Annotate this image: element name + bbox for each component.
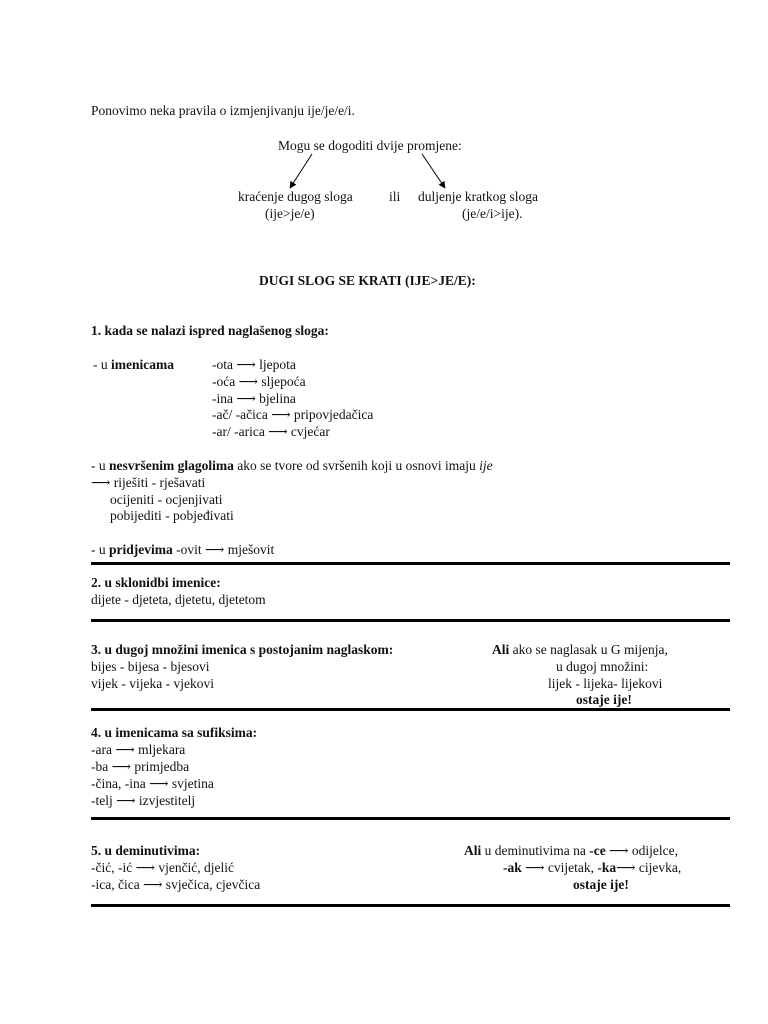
s2-heading: 2. u sklonidbi imenice:	[91, 575, 221, 590]
s1-noun-row: -ač/ -ačica ⟶ pripovjedačica	[212, 407, 374, 422]
s3-ali-line1	[492, 641, 668, 658]
s1-verb-row: ocijeniti - ocjenjivati	[110, 492, 223, 507]
s1-nouns-prefix: - u	[93, 357, 111, 372]
s1-verbs-prefix: - u	[91, 458, 109, 473]
s1-noun-row: -ar/ -arica ⟶ cvjećar	[212, 424, 330, 439]
divider	[91, 619, 730, 622]
s3-ali-line4: ostaje ije!	[576, 692, 632, 707]
s4-line: -telj ⟶ izvjestitelj	[91, 793, 196, 808]
s5-ali-ak: -ak	[503, 860, 522, 875]
s3-ali-line3: lijek - lijeka- lijekovi	[548, 676, 663, 691]
diagram-top: Mogu se dogoditi dvije promjene:	[278, 138, 462, 153]
divider	[91, 904, 730, 907]
left-arrow-icon	[290, 154, 312, 188]
s5-ali-ka-text: ⟶ cijevka,	[616, 860, 682, 875]
s2-line: dijete - djeteta, djetetu, djetetom	[91, 592, 266, 607]
s3-line: vijek - vijeka - vjekovi	[91, 676, 214, 691]
diagram-right-sub: (je/e/i>ije).	[462, 206, 523, 221]
right-arrow-icon	[422, 154, 445, 188]
s3-ali-bold: Ali	[492, 642, 510, 657]
s5-ali-ka: -ka	[597, 860, 617, 875]
s5-ali-end: ostaje ije!	[573, 877, 629, 892]
s1-nouns-label	[93, 356, 174, 373]
diagram-right: duljenje kratkog sloga	[418, 189, 538, 204]
s3-heading: 3. u dugoj množini imenica s postojanim naglaskom:	[91, 642, 394, 657]
main-title: DUGI SLOG SE KRATI (IJE>JE/E):	[259, 273, 476, 288]
s1-adj-bold: pridjevima	[109, 542, 173, 557]
intro-text: Ponovimo neka pravila o izmjenjivanju ije/je/e/i.	[91, 103, 355, 118]
divider	[91, 708, 730, 711]
s5-ali-ce: -ce	[589, 843, 606, 858]
s1-nouns-bold: imenicama	[111, 357, 174, 372]
s4-line: -čina, -ina ⟶ svjetina	[91, 776, 214, 791]
s5-ali-text: u deminutivima na	[481, 843, 590, 858]
s1-verb-row: ⟶ riješiti - rješavati	[91, 475, 206, 490]
s5-ali-line2	[503, 859, 681, 876]
s3-line: bijes - bijesa - bjesovi	[91, 659, 210, 674]
divider	[91, 817, 730, 820]
s4-heading: 4. u imenicama sa sufiksima:	[91, 725, 258, 740]
diagram-left-sub: (ije>je/e)	[265, 206, 315, 221]
s5-heading: 5. u deminutivima:	[91, 843, 201, 858]
s1-verbs-label	[91, 457, 493, 474]
s4-line: -ba ⟶ primjedba	[91, 759, 190, 774]
s1-noun-row: -oća ⟶ sljepoća	[212, 374, 306, 389]
s5-line: -čić, -ić ⟶ vjenčić, djelić	[91, 860, 235, 875]
s1-noun-row: -ina ⟶ bjelina	[212, 391, 296, 406]
s3-ali-line2: u dugoj množini:	[556, 659, 649, 674]
divider	[91, 562, 730, 565]
s1-adj-label	[91, 541, 274, 558]
s5-ali-line1	[464, 842, 678, 859]
s1-verbs-italic: ije	[479, 458, 493, 473]
s1-heading: 1. kada se nalazi ispred naglašenog sloga:	[91, 323, 329, 338]
s5-ali-ak-text: ⟶ cvijetak,	[521, 860, 598, 875]
s5-line: -ica, čica ⟶ svječica, cjevčica	[91, 877, 261, 892]
s5-ali-bold: Ali	[464, 843, 482, 858]
s1-adj-prefix: - u	[91, 542, 109, 557]
diagram-middle: ili	[389, 189, 401, 204]
s1-adj-text: -ovit ⟶ mješovit	[172, 542, 275, 557]
s1-verbs-text: ako se tvore od svršenih koji u osnovi imaju	[233, 458, 480, 473]
s5-ali-ce-text: ⟶ odijelce,	[605, 843, 678, 858]
s1-noun-row: -ota ⟶ ljepota	[212, 357, 296, 372]
s4-line: -ara ⟶ mljekara	[91, 742, 186, 757]
s1-verbs-bold: nesvršenim glagolima	[109, 458, 234, 473]
diagram-left: kraćenje dugog sloga	[238, 189, 353, 204]
s1-verb-row: pobijediti - pobjeđivati	[110, 508, 234, 523]
s3-ali-text: ako se naglasak u G mijenja,	[509, 642, 668, 657]
